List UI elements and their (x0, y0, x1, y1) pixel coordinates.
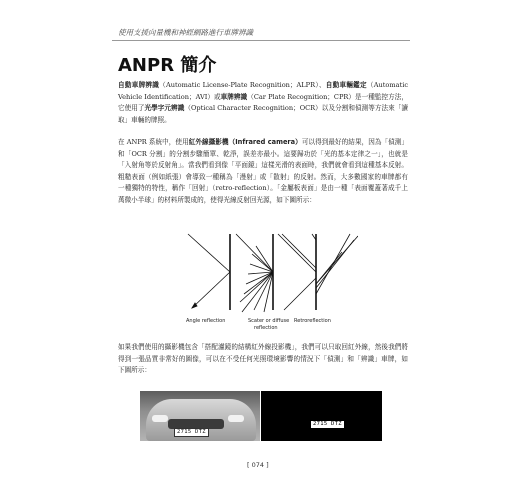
scatter-reflection-rays (236, 234, 273, 312)
reflection-diagram (178, 232, 358, 336)
car-photo-infrared (261, 391, 382, 441)
comparison-photos (140, 391, 382, 441)
license-plate-visible: 2715 DTZ (174, 428, 209, 437)
car-photo-visible (140, 391, 260, 441)
car-headlight-left (152, 415, 168, 422)
page-number-value: 074 (251, 461, 265, 469)
term-cpr: 車牌辨識 (220, 92, 248, 101)
paragraph-projector: 如果我們使用的攝影機包含「搭配濾鏡的結構紅外線投影機」，我們可以只取回紅外線，然後我們將得到一張品質非常好的圖像，可以在不受任何光照環境影響的情況下「偵測」和「辨識」車牌，如下圖所示： (118, 343, 408, 375)
intro-tail: （Optical Character Recognition；OCR）以及分割和偵測等方法來「讀取」車輛的牌照。 (118, 104, 408, 124)
term-alpr: 自動車牌辨識 (118, 81, 160, 89)
term-infrared-camera: 紅外線攝影機（Infrared camera） (188, 138, 302, 146)
term-ocr: 光學字元辨識 (144, 104, 185, 113)
paragraph-infrared (118, 137, 408, 207)
paragraph-intro (118, 80, 408, 126)
abbr-cpr: （Car Plate Recognition；CPR）是一種監控方法，它使用了 (118, 92, 408, 113)
header-rule (112, 40, 410, 41)
license-plate-infrared: 2715 DTZ (313, 421, 342, 427)
retro-reflection-rays (278, 234, 358, 310)
infrared-pre: 在 ANPR 系統中，使用 (118, 138, 189, 146)
infrared-body: 可以得到最好的結果，因為「偵測」和「OCR 分割」的分割步驟簡單、乾淨，誤差亦最小。這要歸功於「光的基本定律之一」，也就是「入射角等於反射角」。當我們看到像「平面鏡」這樣光滑的表面時，我們就會看到這種基本反射。粗糙表面（例如紙張）會導致一種稱為「漫射」或「散射」的反射。然而，大多數國家的車牌都有一種獨特的特性，稱作「回射」（retro-reflection）。「金屬板表面」是由一種「表面覆蓋著成千上萬微小半球」的材料所製成的，使得光線反射回光源，如下圖所示： (118, 138, 409, 204)
abbr-avi: （Automatic Vehicle Identification；AVI）或 (118, 81, 409, 101)
running-header: 使用支援向量機和神經網路進行車牌辨識 (118, 28, 253, 37)
label-scatter-reflection-1: Scater or diffuse (248, 318, 290, 324)
label-scatter-reflection-2: reflection (254, 325, 278, 331)
term-avi: 自動車輛鑑定 (325, 81, 367, 89)
angle-reflection-rays (188, 234, 230, 308)
abbr-alpr: （Automatic License-Plate Recognition；ALPR）、 (159, 81, 326, 89)
label-angle-reflection: Angle reflection (186, 318, 226, 324)
page-number: [ 074 ] (247, 461, 269, 469)
section-title: ANPR 簡介 (118, 55, 217, 76)
label-retroreflection: Retroreflection (294, 318, 331, 324)
car-headlight-right (228, 415, 244, 422)
